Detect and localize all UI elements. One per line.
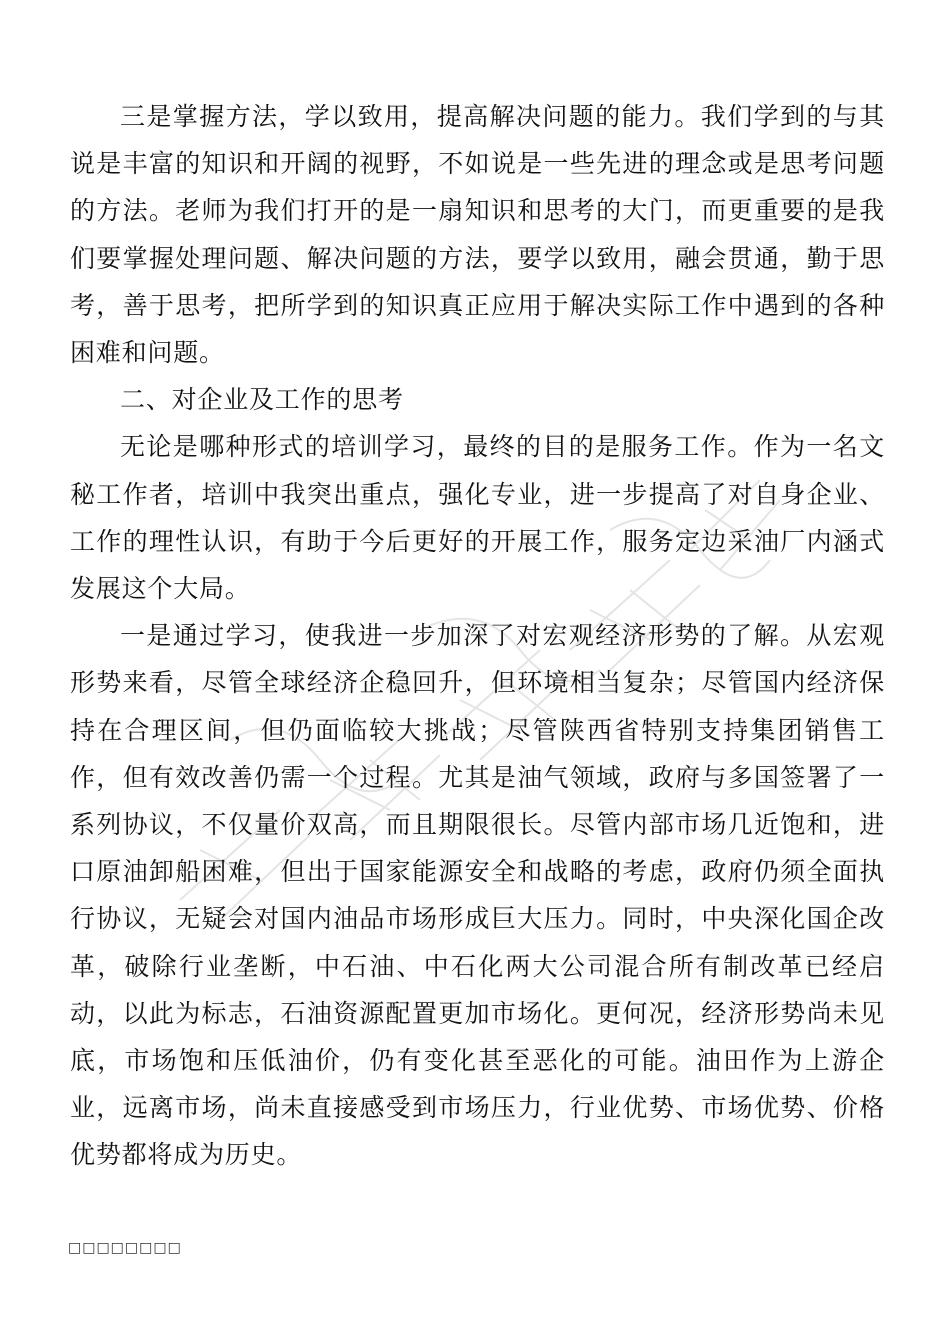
section-heading-enterprise-work: 二、对企业及工作的思考 [120,385,404,415]
paragraph-macro-economy: 一是通过学习，使我进一步加深了对宏观经济形势的了解。从宏观形势来看，尽管全球经济企稳回升，但环境相当复杂；尽管国内经济保持在合理区间，但仍面临较大挑战；尽管陕西省特别支持集团销售工作，但有效改善仍需一个过程。尤其是油气领域，政府与多国签署了一系列协议，不仅量价双高，而且期限很长。尽管内部市场几近饱和，进口原油卸船困难，但出于国家能源安全和战略的考虑，政府仍须全面执行协议，无疑会对国内油品市场形成巨大压力。同时，中央深化国企改革，破除行业垄断，中石油、中石化两大公司混合所有制改革已经启动，以此为标志，石油资源配置更加市场化。更何况，经济形势尚未见底，市场饱和压低油价，仍有变化甚至恶化的可能。油田作为上游企业，远离市场，尚未直接感受到市场压力，行业优势、市场优势、价格优势都将成为历史。 [70,621,885,1170]
paragraph-method: 三是掌握方法，学以致用，提高解决问题的能力。我们学到的与其说是丰富的知识和开阔的视野，不如说是一些先进的理念或是思考问题的方法。老师为我们打开的是一扇知识和思考的大门，而更重要的是我们要掌握处理问题、解决问题的方法，要学以致用，融会贯通，勤于思考，善于思考，把所学到的知识真正应用于解决实际工作中遇到的各种困难和问题。 [70,102,885,368]
page-footer: □□□□□□□□ [68,1240,182,1256]
document-body [70,93,885,1179]
paragraph-training-purpose: 无论是哪种形式的培训学习，最终的目的是服务工作。作为一名文秘工作者，培训中我突出重点，强化专业，进一步提高了对自身企业、工作的理性认识，有助于今后更好的开展工作，服务定边采油厂内涵式发展这个大局。 [70,432,885,604]
